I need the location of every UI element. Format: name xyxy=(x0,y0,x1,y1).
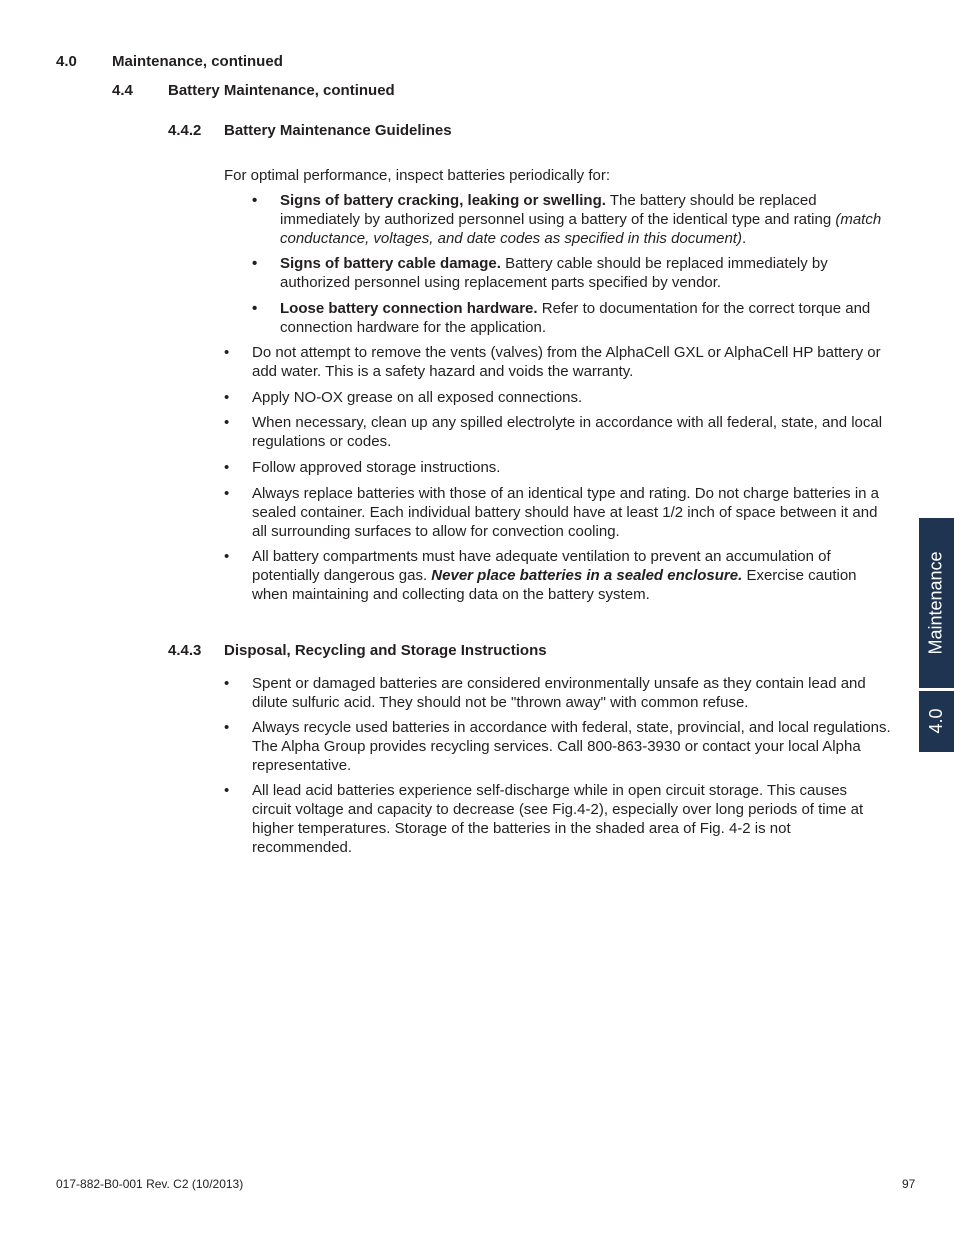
subsection-number: 4.4 xyxy=(112,82,133,99)
bullet-text: Apply NO-OX grease on all exposed connections. xyxy=(252,389,583,406)
warning-text: Never place batteries in a sealed enclosure. xyxy=(431,567,743,584)
bullet-text: All lead acid batteries experience self-discharge while in open circuit storage. This causes circuit voltage and capacity to decrease (see Fig.4-2), especially over long periods of time at higher temperatures. Storage of the batteries in the shaded area of Fig. 4-2 is not recommended. xyxy=(252,782,864,856)
section-title: Maintenance, continued xyxy=(112,53,283,70)
body-text: Refer to documentation for the correct torque and connection hardware for the application. xyxy=(280,300,871,336)
bullet-text: When necessary, clean up any spilled electrolyte in accordance with all federal, state, and local regulations or codes. xyxy=(252,414,883,450)
sub-bullet-text xyxy=(280,191,896,248)
side-tab-maintenance[interactable] xyxy=(919,518,954,688)
bullet-marker: • xyxy=(252,300,258,317)
bullet-marker: • xyxy=(224,414,230,431)
side-tab-label: Maintenance xyxy=(925,551,946,655)
bullet-text: Do not attempt to remove the vents (valves) from the AlphaCell GXL or AlphaCell HP battery or add water. This is a safety hazard and voids the warranty. xyxy=(252,344,881,380)
intro-paragraph: For optimal performance, inspect batteries periodically for: xyxy=(224,167,611,184)
bold-lead: Signs of battery cracking, leaking or swelling. xyxy=(280,192,606,209)
section-number: 4.0 xyxy=(56,53,77,70)
bullet-marker: • xyxy=(224,389,230,406)
sub-bullet-text xyxy=(280,299,896,337)
bullet-marker: • xyxy=(252,192,258,209)
bullet-marker: • xyxy=(224,344,230,361)
bullet-marker: • xyxy=(252,255,258,272)
bullet-text: Spent or damaged batteries are considered environmentally unsafe as they contain lead and dilute sulfuric acid. They should not be "thrown away" with common refuse. xyxy=(252,675,866,711)
side-tab-number-block[interactable] xyxy=(919,691,954,752)
bold-lead: Loose battery connection hardware. xyxy=(280,300,538,317)
bullet-marker: • xyxy=(224,675,230,692)
heading-4-4-2-number: 4.4.2 xyxy=(168,122,202,139)
bullet-text xyxy=(252,547,894,604)
body-text: The battery should be replaced immediately by authorized personnel using a battery of the identical type and rating xyxy=(280,192,836,228)
tail-text: Exercise caution when maintaining and collecting data on the battery system. xyxy=(252,567,857,603)
bullet-marker: • xyxy=(224,485,230,502)
bullet-marker: • xyxy=(224,782,230,799)
bullet-text: Always recycle used batteries in accordance with federal, state, provincial, and local regulations. The Alpha Group provides recycling services. Call 800-863-3930 or contact your local Alpha representative. xyxy=(252,719,891,774)
bullet-text: Follow approved storage instructions. xyxy=(252,459,501,476)
body-text: All battery compartments must have adequate ventilation to prevent an accumulation of potentially dangerous gas. xyxy=(252,548,831,584)
bullet-marker: • xyxy=(224,719,230,736)
footer-page-number: 97 xyxy=(902,1177,916,1191)
subsection-title: Battery Maintenance, continued xyxy=(168,82,395,99)
bullet-text: Always replace batteries with those of an identical type and rating. Do not charge batteries in a sealed container. Each individual battery should have at least 1/2 inch of space between it and all surrounding surfaces to allow for convection cooling. xyxy=(252,485,880,540)
footer-doc-id: 017-882-B0-001 Rev. C2 (10/2013) xyxy=(56,1177,244,1191)
bold-lead: Signs of battery cable damage. xyxy=(280,255,501,272)
tail-text: . xyxy=(741,230,747,247)
sub-bullet-text xyxy=(280,254,896,292)
bullet-marker: • xyxy=(224,459,230,476)
side-tab-number: 4.0 xyxy=(926,708,946,734)
body-text: Battery cable should be replaced immediately by authorized personnel using replacement parts specified by vendor. xyxy=(280,255,828,291)
heading-4-4-2-title: Battery Maintenance Guidelines xyxy=(224,122,452,139)
italic-note: (match conductance, voltages, and date codes as specified in this document) xyxy=(280,211,882,247)
heading-4-4-3-number: 4.4.3 xyxy=(168,642,202,659)
bullet-marker: • xyxy=(224,548,230,565)
heading-4-4-3-title: Disposal, Recycling and Storage Instructions xyxy=(224,642,547,659)
